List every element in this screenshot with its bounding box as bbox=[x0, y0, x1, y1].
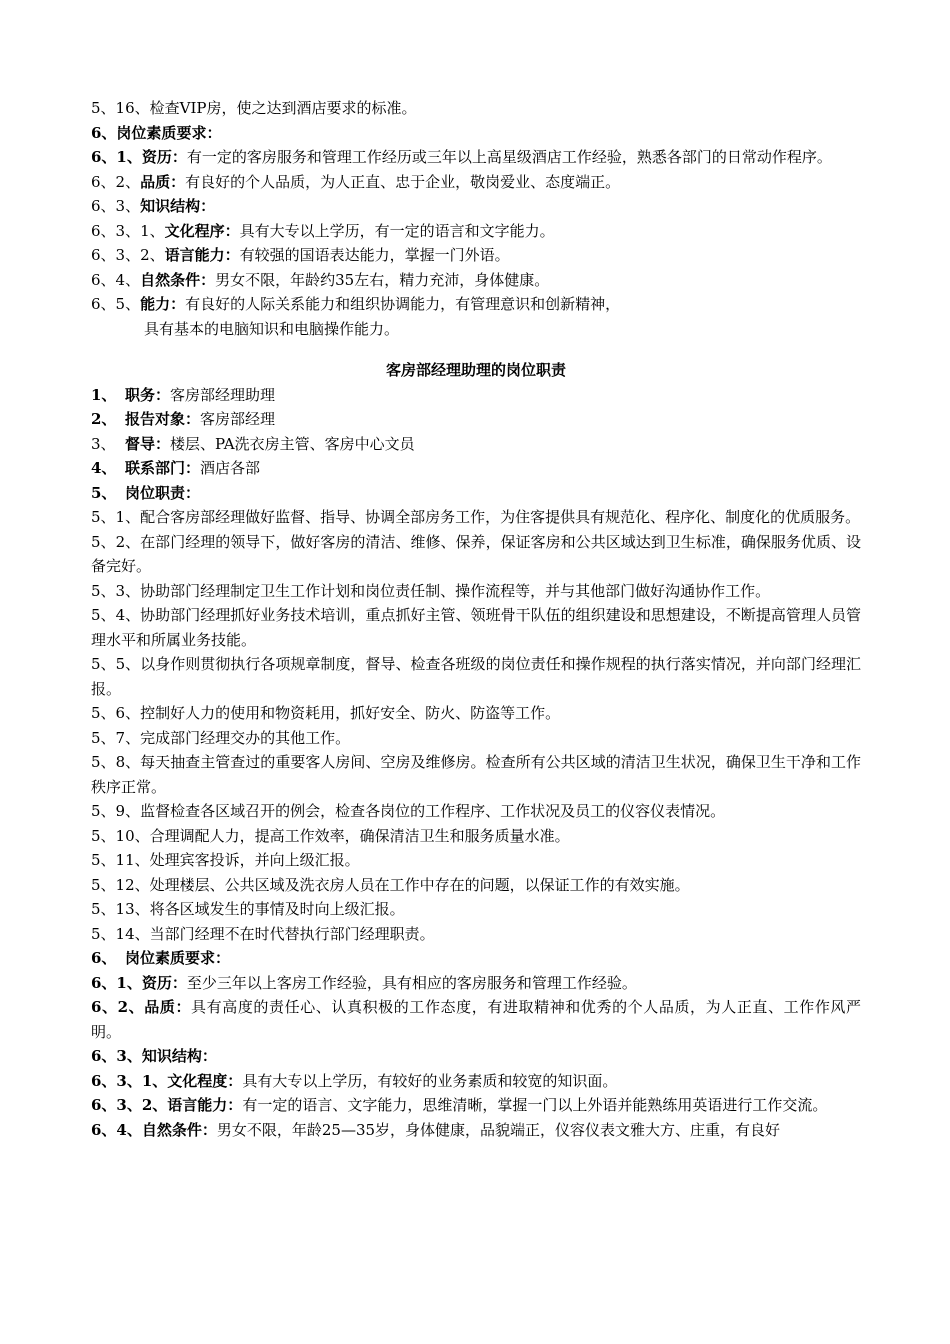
req-num: 6、4、 bbox=[91, 270, 141, 289]
req-text: 具有大专以上学历，有一定的语言和文字能力。 bbox=[239, 221, 555, 240]
req-text: 有良好的人际关系能力和组织协调能力，有管理意识和创新精神， bbox=[185, 295, 621, 313]
req-label: 6、3、1、文化程度： bbox=[91, 1071, 243, 1090]
duty-5-16: 5、16、检查VIP房，使之达到酒店要求的标准。 bbox=[91, 99, 417, 117]
req-label: 知识结构： bbox=[140, 197, 216, 215]
req-label: 6、2、品质： bbox=[91, 998, 192, 1016]
req-6-5-cont: 具有基本的电脑知识和电脑操作能力。 bbox=[144, 319, 400, 338]
req-text: 具有高度的责任心、认真积极的工作态度，有进取精神和优秀的个人品质，为人正直、工作作风严明。 bbox=[91, 998, 862, 1041]
req-text: 至少三年以上客房工作经验，具有相应的客房服务和管理工作经验。 bbox=[186, 973, 637, 992]
req-num: 6、3、1、 bbox=[91, 221, 165, 240]
duty-item: 5、2、在部门经理的领导下，做好客房的清洁、维修、保养，保证客房和公共区域达到卫生标准，确保服务优质、设备完好。 bbox=[91, 532, 861, 575]
item-label: 职务： bbox=[125, 385, 171, 404]
qual-6-3-1 bbox=[91, 1069, 861, 1094]
item-text: 客房部经理 bbox=[200, 410, 276, 428]
req-label: 6、4、自然条件： bbox=[91, 1120, 217, 1139]
document-page bbox=[91, 96, 861, 1142]
item-text: 客房部经理助理 bbox=[170, 385, 276, 404]
item-num: 4、 bbox=[91, 459, 117, 477]
duty-item: 5、1、配合客房部经理做好监督、指导、协调全部房务工作，为住客提供具有规范化、程序化、制度化的优质服务。 bbox=[91, 508, 861, 526]
item-num: 3、 bbox=[91, 434, 116, 453]
req-label: 自然条件： bbox=[140, 270, 216, 289]
heading-text: 6、岗位素质要求： bbox=[91, 123, 222, 142]
item-position bbox=[91, 383, 861, 408]
duty-item: 5、9、监督检查各区域召开的例会，检查各岗位的工作程序、工作状况及员工的仪容仪表情况。 bbox=[91, 802, 726, 820]
qual-6-1 bbox=[91, 971, 861, 996]
item-text: 酒店各部 bbox=[200, 459, 261, 477]
req-6-3-2 bbox=[91, 243, 861, 268]
item-reports-to bbox=[91, 407, 861, 432]
item-duties-heading bbox=[91, 481, 861, 506]
req-6-3-1 bbox=[91, 219, 861, 244]
req-text: 有良好的个人品质，为人正直、忠于企业，敬岗爱业、态度端正。 bbox=[185, 172, 621, 191]
duty-item: 5、12、处理楼层、公共区域及洗衣房人员在工作中存在的问题，以保证工作的有效实施。 bbox=[91, 875, 690, 894]
item-num: 5、 bbox=[91, 483, 117, 502]
req-6-5 bbox=[91, 292, 861, 317]
req-label: 能力： bbox=[140, 295, 186, 313]
spacer bbox=[91, 341, 861, 358]
duty-item: 5、4、协助部门经理抓好业务技术培训，重点抓好主管、领班骨干队伍的组织建设和思想建设，不断提高管理人员管理水平和所属业务技能。 bbox=[91, 606, 861, 649]
qual-heading bbox=[91, 946, 861, 971]
section-title: 客房部经理助理的岗位职责 bbox=[385, 361, 566, 379]
item-label: 联系部门： bbox=[125, 459, 201, 477]
item-num: 6、 bbox=[91, 949, 117, 967]
req-text: 男女不限，年龄约35左右，精力充沛，身体健康。 bbox=[215, 270, 550, 289]
item-contacts bbox=[91, 456, 861, 481]
item-label: 岗位职责： bbox=[125, 483, 201, 502]
qual-6-4 bbox=[91, 1118, 861, 1143]
duty-item: 5、7、完成部门经理交办的其他工作。 bbox=[91, 728, 351, 747]
duty-item: 5、14、当部门经理不在时代替执行部门经理职责。 bbox=[91, 924, 435, 943]
duty-item: 5、3、协助部门经理制定卫生工作计划和岗位责任制、操作流程等，并与其他部门做好沟通协作工作。 bbox=[91, 581, 771, 600]
req-label: 6、1、资历： bbox=[91, 148, 187, 166]
duty-item: 5、5、以身作则贯彻执行各项规章制度，督导、检查各班级的岗位责任和操作规程的执行落实情况，并向部门经理汇报。 bbox=[91, 655, 861, 698]
req-text: 有一定的客房服务和管理工作经历或三年以上高星级酒店工作经验，熟悉各部门的日常动作程序。 bbox=[186, 148, 832, 166]
req-label: 语言能力： bbox=[164, 246, 240, 264]
item-num: 2、 bbox=[91, 410, 117, 428]
req-6-3 bbox=[91, 194, 861, 219]
req-label: 6、1、资历： bbox=[91, 973, 187, 992]
duty-item: 5、11、处理宾客投诉，并向上级汇报。 bbox=[91, 851, 360, 869]
qual-6-2 bbox=[91, 995, 861, 1044]
req-text: 有较强的国语表达能力，掌握一门外语。 bbox=[239, 246, 510, 264]
req-num: 6、2、 bbox=[91, 172, 141, 191]
req-6-4 bbox=[91, 268, 861, 293]
duty-item: 5、10、合理调配人力，提高工作效率，确保清洁卫生和服务质量水准。 bbox=[91, 826, 570, 845]
item-label: 岗位素质要求： bbox=[125, 949, 231, 967]
req-text: 男女不限，年龄25—35岁，身体健康，品貌端正，仪容仪表文雅大方、庄重，有良好 bbox=[216, 1120, 781, 1139]
qual-6-3 bbox=[91, 1044, 861, 1069]
duty-item: 5、8、每天抽查主管查过的重要客人房间、空房及维修房。检查所有公共区域的清洁卫生状况，确保卫生干净和工作秩序正常。 bbox=[91, 753, 861, 796]
req-num: 6、5、 bbox=[91, 295, 141, 313]
req-label: 文化程序： bbox=[164, 221, 240, 240]
req-label: 品质： bbox=[140, 172, 186, 191]
duty-item: 5、13、将各区域发生的事情及时向上级汇报。 bbox=[91, 900, 405, 918]
item-label: 报告对象： bbox=[125, 410, 201, 428]
duty-item: 5、6、控制好人力的使用和物资耗用，抓好安全、防火、防盗等工作。 bbox=[91, 704, 561, 722]
heading-qualifications bbox=[91, 121, 861, 146]
req-label: 6、3、知识结构： bbox=[91, 1047, 217, 1065]
item-num: 1、 bbox=[91, 385, 117, 404]
item-text: 楼层、PA洗衣房主管、客房中心文员 bbox=[170, 434, 415, 453]
req-label: 6、3、2、语言能力： bbox=[91, 1096, 243, 1114]
req-6-2 bbox=[91, 170, 861, 195]
req-6-1 bbox=[91, 145, 861, 170]
req-num: 6、3、2、 bbox=[91, 246, 165, 264]
item-label: 督导： bbox=[125, 434, 171, 453]
req-text: 具有大专以上学历，有较好的业务素质和较宽的知识面。 bbox=[242, 1071, 618, 1090]
item-supervises bbox=[91, 432, 861, 457]
req-text: 有一定的语言、文字能力，思维清晰，掌握一门以上外语并能熟练用英语进行工作交流。 bbox=[242, 1096, 828, 1114]
req-num: 6、3、 bbox=[91, 197, 141, 215]
qual-6-3-2 bbox=[91, 1093, 861, 1118]
